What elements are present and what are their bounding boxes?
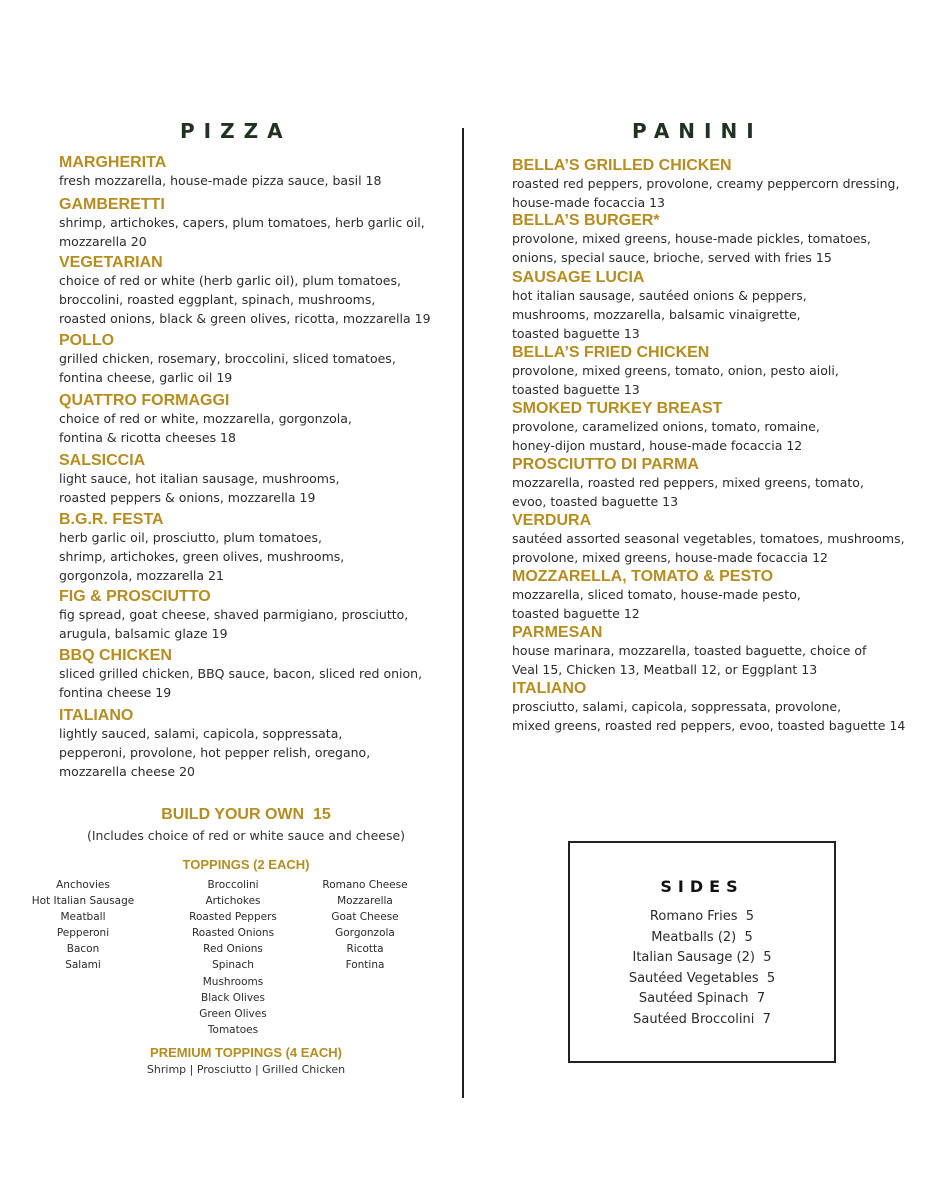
side-item: Sautéed Spinach 7 xyxy=(638,991,766,1006)
sides-title: SIDES xyxy=(660,877,744,896)
toppings-column-2 xyxy=(168,877,298,1038)
item-name: SMOKED TURKEY BREAST xyxy=(512,400,723,417)
menu-item xyxy=(59,332,459,387)
item-name: VERDURA xyxy=(512,512,592,529)
toppings-column-1 xyxy=(18,877,148,974)
topping: Gorgonzola xyxy=(335,927,395,940)
topping: Fontina xyxy=(345,959,385,972)
menu-item xyxy=(59,154,459,190)
topping: Ricotta xyxy=(346,943,384,956)
item-name: SALSICCIA xyxy=(59,452,146,469)
item-description: provolone, mixed greens, house-made pickles, tomatoes, onions, special sauce, brioche, served with fries 15 xyxy=(512,231,871,265)
menu-item xyxy=(59,196,459,251)
item-description: mozzarella, roasted red peppers, mixed greens, tomato, evoo, toasted baguette 13 xyxy=(512,475,864,509)
item-name: MARGHERITA xyxy=(59,154,167,171)
item-description: provolone, mixed greens, tomato, onion, pesto aioli, toasted baguette 13 xyxy=(512,363,839,397)
item-name: MOZZARELLA, TOMATO & PESTO xyxy=(512,568,774,585)
topping: Meatball xyxy=(60,911,106,924)
menu-item xyxy=(59,511,459,585)
topping: Salami xyxy=(65,959,101,972)
topping: Hot Italian Sausage xyxy=(31,895,135,908)
side-item: Italian Sausage (2) 5 xyxy=(632,950,772,965)
topping: Bacon xyxy=(66,943,100,956)
side-item: Sautéed Broccolini 7 xyxy=(633,1011,771,1027)
topping: Broccolini xyxy=(207,879,259,891)
item-description: sliced grilled chicken, BBQ sauce, bacon, sliced red onion, fontina cheese 19 xyxy=(59,666,423,700)
item-description: choice of red or white, mozzarella, gorgonzola, fontina & ricotta cheeses 18 xyxy=(59,411,352,445)
sides-box xyxy=(568,841,836,1063)
topping: Roasted Onions xyxy=(191,927,275,940)
build-your-own-subtitle: (Includes choice of red or white sauce and cheese) xyxy=(86,828,406,843)
item-description: mozzarella, sliced tomato, house-made pesto, toasted baguette 12 xyxy=(512,587,801,621)
topping: Mozzarella xyxy=(337,895,393,908)
item-name: GAMBERETTI xyxy=(59,196,165,213)
premium-toppings-list: Shrimp | Prosciutto | Grilled Chicken xyxy=(146,1063,346,1076)
menu-item xyxy=(59,452,459,507)
menu-item xyxy=(59,707,459,781)
menu-item xyxy=(512,269,922,343)
item-name: FIG & PROSCIUTTO xyxy=(59,588,211,605)
menu-item xyxy=(512,344,922,399)
item-name: SAUSAGE LUCIA xyxy=(512,269,645,286)
topping: Romano Cheese xyxy=(322,879,408,891)
topping: Goat Cheese xyxy=(331,911,399,924)
topping: Green Olives xyxy=(199,1007,267,1020)
menu-item xyxy=(512,568,922,623)
topping: Artichokes xyxy=(205,895,261,908)
item-description: grilled chicken, rosemary, broccolini, sliced tomatoes, fontina cheese, garlic oil 19 xyxy=(59,351,396,385)
sides-list xyxy=(570,907,834,1030)
side-item: Sautéed Vegetables 5 xyxy=(628,970,776,986)
menu-item xyxy=(59,588,459,643)
menu-item xyxy=(512,400,922,455)
premium-toppings-title: PREMIUM TOPPINGS (4 EACH) xyxy=(150,1045,342,1060)
menu-item xyxy=(59,392,459,447)
item-name: QUATTRO FORMAGGI xyxy=(59,392,230,409)
pizza-menu xyxy=(59,154,459,781)
item-name: BBQ CHICKEN xyxy=(59,647,172,664)
item-name: PARMESAN xyxy=(512,624,603,641)
panini-title: PANINI xyxy=(632,119,763,143)
side-item: Meatballs (2) 5 xyxy=(651,929,753,945)
item-name: ITALIANO xyxy=(512,680,587,697)
topping: Mushrooms xyxy=(202,975,264,988)
item-description: prosciutto, salami, capicola, soppressata, provolone, mixed greens, roasted red peppers, evoo, toasted baguette 14 xyxy=(512,699,906,733)
item-description: roasted red peppers, provolone, creamy peppercorn dressing, house-made focaccia 13 xyxy=(512,176,900,210)
topping: Roasted Peppers xyxy=(189,911,277,924)
item-name: BELLA’S BURGER* xyxy=(512,212,660,229)
item-name: VEGETARIAN xyxy=(59,254,163,271)
menu-item xyxy=(512,512,922,567)
item-description: fig spread, goat cheese, shaved parmigiano, prosciutto, arugula, balsamic glaze 19 xyxy=(59,607,409,641)
menu-item xyxy=(512,157,922,212)
side-item: Romano Fries 5 xyxy=(649,909,755,924)
toppings-column-3 xyxy=(300,877,430,974)
item-description: choice of red or white (herb garlic oil), plum tomatoes, broccolini, roasted eggplant, spinach, mushrooms, roasted onions, black & green olives, ricotta, mozzarella 19 xyxy=(59,273,431,326)
topping: Black Olives xyxy=(201,991,265,1004)
item-description: lightly sauced, salami, capicola, soppressata, pepperoni, provolone, hot pepper relish, oregano, mozzarella cheese 20 xyxy=(59,726,371,779)
menu-item xyxy=(512,456,922,511)
item-description: provolone, caramelized onions, tomato, romaine, honey-dijon mustard, house-made focaccia 12 xyxy=(512,419,820,453)
panini-menu xyxy=(512,157,922,735)
item-name: BELLA’S GRILLED CHICKEN xyxy=(512,157,732,174)
topping: Tomatoes xyxy=(207,1023,259,1036)
menu-item xyxy=(59,647,459,702)
item-description: hot italian sausage, sautéed onions & peppers, mushrooms, mozzarella, balsamic vinaigrette, toasted baguette 13 xyxy=(512,288,807,341)
column-divider xyxy=(462,128,464,1098)
menu-item xyxy=(512,624,922,679)
pizza-title: PIZZA xyxy=(180,119,292,143)
item-name: B.G.R. FESTA xyxy=(59,511,164,528)
item-name: ITALIANO xyxy=(59,707,134,724)
topping: Pepperoni xyxy=(56,927,110,940)
item-name: PROSCIUTTO DI PARMA xyxy=(512,456,699,473)
topping: Red Onions xyxy=(203,943,263,956)
item-name: BELLA’S FRIED CHICKEN xyxy=(512,344,710,361)
menu-item xyxy=(59,254,459,328)
item-description: house marinara, mozzarella, toasted baguette, choice of Veal 15, Chicken 13, Meatball 12, or Eggplant 13 xyxy=(512,643,867,677)
topping: Spinach xyxy=(212,959,254,972)
menu-item xyxy=(512,680,922,735)
item-description: fresh mozzarella, house-made pizza sauce, basil 18 xyxy=(59,173,382,188)
topping: Anchovies xyxy=(56,879,110,891)
item-description: herb garlic oil, prosciutto, plum tomatoes, shrimp, artichokes, green olives, mushrooms, gorgonzola, mozzarella 21 xyxy=(59,530,345,583)
build-your-own-title: BUILD YOUR OWN 15 xyxy=(161,806,331,823)
item-name: POLLO xyxy=(59,332,115,349)
item-description: sautéed assorted seasonal vegetables, tomatoes, mushrooms, provolone, mixed greens, house-made focaccia 12 xyxy=(512,531,905,565)
toppings-title: TOPPINGS (2 EACH) xyxy=(182,857,310,872)
menu-item xyxy=(512,212,922,267)
item-description: shrimp, artichokes, capers, plum tomatoes, herb garlic oil, mozzarella 20 xyxy=(59,215,425,249)
item-description: light sauce, hot italian sausage, mushrooms, roasted peppers & onions, mozzarella 19 xyxy=(59,471,340,505)
